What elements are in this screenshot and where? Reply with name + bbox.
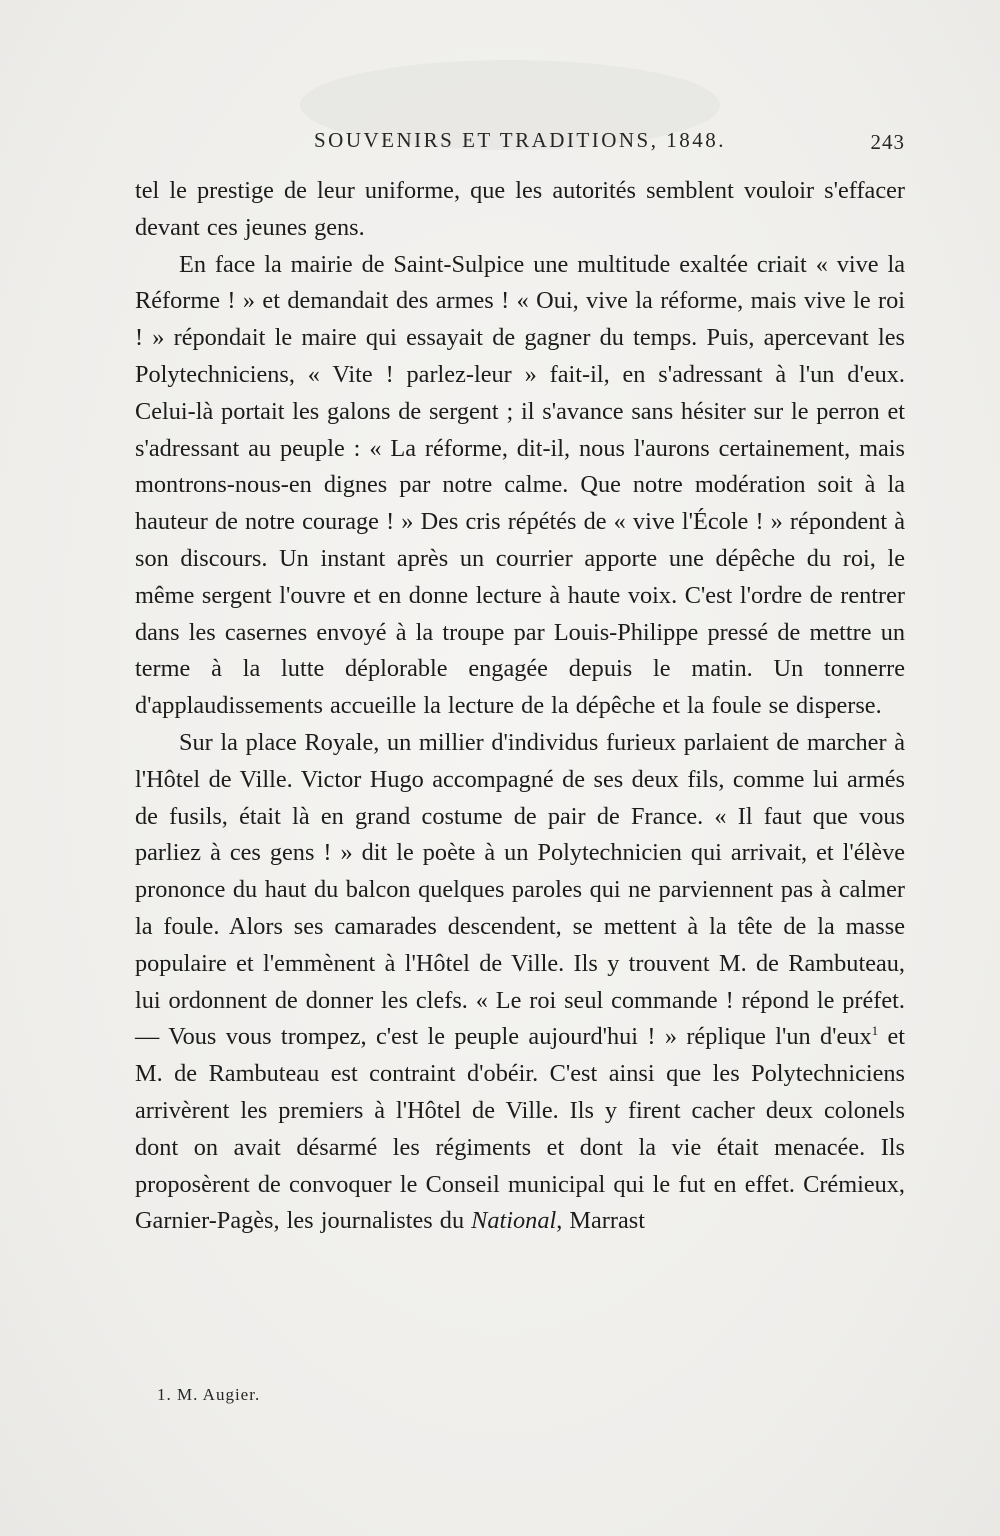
paragraph-3-text-c: , Marrast — [556, 1207, 645, 1235]
running-title: SOUVENIRS ET TRADITIONS, 1848. — [314, 128, 726, 152]
newspaper-title: National — [471, 1207, 557, 1235]
paragraph-2: En face la mairie de Saint-Sulpice une multitude exaltée criait « vive la Réforme ! » et demandait des armes ! « Oui, vive la réforme, mais vive le roi ! » répondait le maire qui essayait de gagner du temps. Puis, apercevant les Polytechniciens, « Vite ! parlez-leur » fait-il, en s'adressant à l'un d'eux. Celui-là portait les galons de sergent ; il s'avance sans hésiter sur le perron et s'adressant au peuple : « La réforme, dit-il, nous l'aurons certainement, mais montrons-nous-en dignes par notre calme. Que notre modération soit à la hauteur de notre courage ! » Des cris répétés de « vive l'École ! » répondent à son discours. Un instant après un courrier apporte une dépêche du roi, le même sergent l'ouvre et en donne lecture à haute voix. C'est l'ordre de rentrer dans les casernes envoyé à la troupe par Louis-Philippe pressé de mettre un terme à la lutte déplorable engagée depuis le matin. Un tonnerre d'applaudissements accueille la lecture de la dépêche et la foule se disperse. — [135, 250, 905, 720]
page-number: 243 — [870, 130, 905, 154]
running-head — [135, 120, 905, 160]
footnote: 1. M. Augier. — [157, 1385, 261, 1404]
paragraph-1: tel le prestige de leur uniforme, que les autorités semblent vouloir s'effacer devant ces jeunes gens. — [135, 177, 905, 241]
paragraph-3 — [135, 725, 905, 1240]
footnote-reference: 1 — [871, 1023, 879, 1039]
paragraph-3-text-a: Sur la place Royale, un millier d'individus furieux parlaient de marcher à l'Hôtel de Ville. Victor Hugo accompagné de ses deux fils, comme lui armés de fusils, était là en grand costume de pair de France. « Il faut que vous parliez à ces gens ! » dit le poète à un Polytechnicien qui arrivait, et l'élève prononce du haut du balcon quelques paroles qui ne parviennent pas à calmer la foule. Alors ses camarades descendent, se mettent à la tête de la masse populaire et l'emmènent à l'Hôtel de Ville. Ils y trouvent M. de Rambuteau, lui ordonnent de donner les clefs. « Le roi seul commande ! répond le préfet. — Vous vous trompez, c'est le peuple aujourd'hui ! » réplique l'un d'eux — [135, 728, 905, 1051]
paragraph-3-text-b: et M. de Rambuteau est contraint d'obéir. C'est ainsi que les Polytechniciens arrivèrent les premiers à l'Hôtel de Ville. Ils y firent cacher deux colonels dont on avait désarmé les régiments et dont la vie était menacée. Ils proposèrent de convoquer le Conseil municipal qui le fut en effet. Crémieux, Garnier-Pagès, les journalistes du — [135, 1023, 906, 1235]
body-text — [135, 173, 905, 1240]
